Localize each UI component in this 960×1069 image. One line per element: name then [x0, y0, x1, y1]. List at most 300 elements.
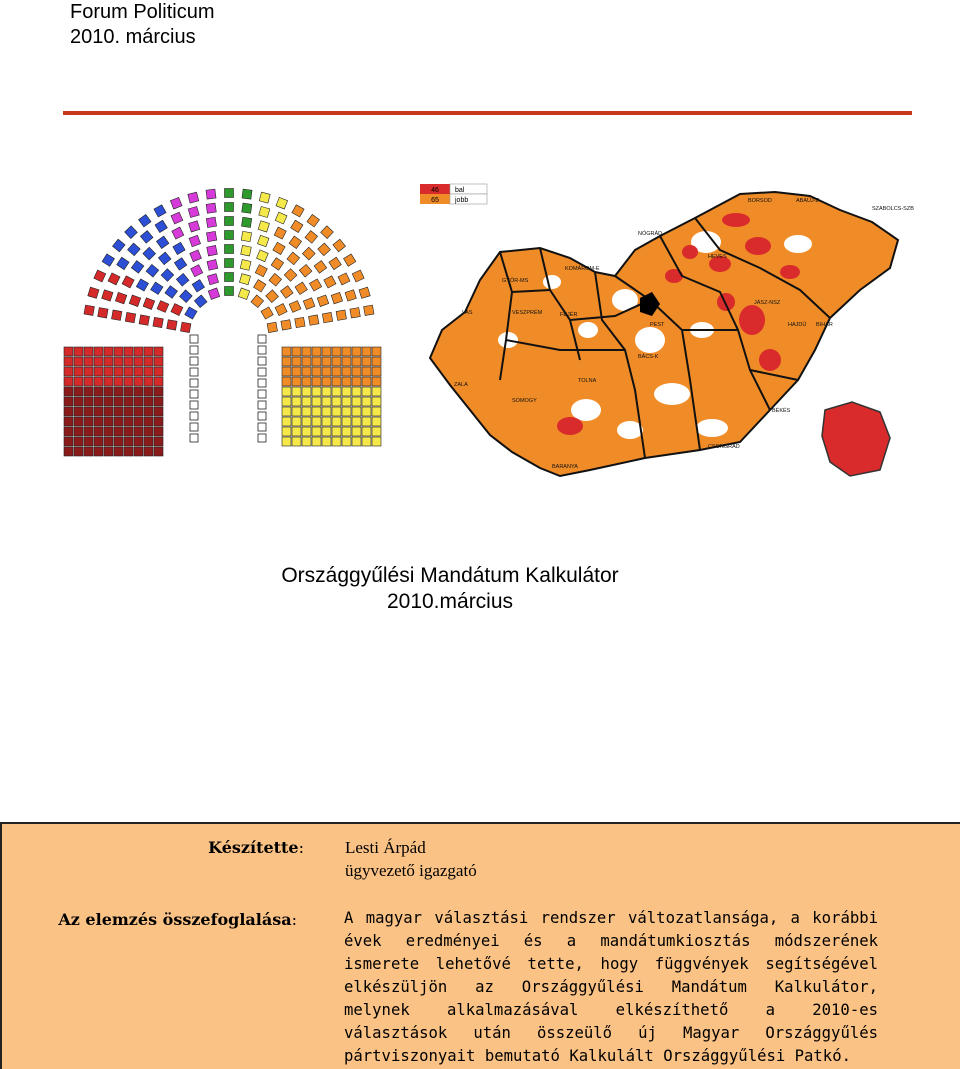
seat: [240, 259, 251, 270]
county-label: JÁSZ-NSZ: [754, 300, 781, 306]
seat: [114, 437, 123, 446]
seat: [342, 397, 351, 406]
seat: [94, 377, 103, 386]
seat: [332, 437, 341, 446]
county-label: BÁCS-K: [638, 354, 659, 360]
seat: [362, 377, 371, 386]
seat: [154, 427, 163, 436]
seat: [342, 377, 351, 386]
summary-label-colon: :: [291, 910, 297, 929]
map-district: [739, 305, 765, 335]
seat: [158, 252, 171, 265]
seat: [282, 407, 291, 416]
county-label: VESZPRÉM: [512, 310, 543, 316]
author-name: Lesti Árpád: [345, 838, 426, 857]
seat: [144, 357, 153, 366]
seat: [342, 347, 351, 356]
seat: [185, 307, 197, 319]
seat: [154, 205, 166, 217]
seat: [332, 407, 341, 416]
seat: [292, 357, 301, 366]
seat: [104, 437, 113, 446]
seat: [190, 335, 198, 343]
seat: [64, 427, 73, 436]
seat: [322, 357, 331, 366]
seat: [352, 437, 361, 446]
county-label: BORSOD: [748, 198, 772, 204]
seat: [266, 290, 279, 303]
seat: [114, 417, 123, 426]
seat: [352, 387, 361, 396]
seat: [292, 427, 301, 436]
seat: [225, 287, 234, 296]
seat: [342, 437, 351, 446]
seat: [225, 259, 234, 268]
seat: [258, 357, 266, 365]
seat: [309, 279, 321, 291]
seat: [114, 357, 123, 366]
seat: [171, 212, 183, 224]
seat: [64, 397, 73, 406]
map-district: [722, 213, 750, 227]
seat: [84, 305, 94, 315]
seat: [344, 254, 356, 266]
seat: [336, 310, 346, 320]
seat: [64, 347, 73, 356]
seat: [74, 397, 83, 406]
seat: [267, 322, 277, 332]
info-panel: [0, 822, 960, 1069]
seat: [124, 427, 133, 436]
capital-inset: [822, 402, 890, 476]
seat: [84, 417, 93, 426]
seat: [134, 417, 143, 426]
seat: [352, 367, 361, 376]
seat: [124, 377, 133, 386]
seat: [362, 417, 371, 426]
seat: [362, 437, 371, 446]
seat: [312, 427, 321, 436]
seat: [322, 437, 331, 446]
seat: [372, 407, 381, 416]
seat: [352, 407, 361, 416]
seat: [190, 357, 198, 365]
seat: [289, 301, 301, 313]
seat: [312, 407, 321, 416]
seat: [156, 236, 169, 249]
seat: [154, 417, 163, 426]
seat: [180, 290, 193, 303]
seat: [317, 295, 329, 307]
seat: [282, 387, 291, 396]
seat: [64, 387, 73, 396]
seat: [144, 437, 153, 446]
header-rule: [63, 111, 912, 115]
map-district: [784, 235, 812, 253]
seat: [104, 387, 113, 396]
legend-value-left: 46: [431, 187, 439, 194]
seat: [302, 347, 311, 356]
seat: [94, 387, 103, 396]
seat: [157, 301, 169, 313]
seat: [273, 242, 285, 254]
seat: [332, 357, 341, 366]
seat: [94, 367, 103, 376]
seat: [104, 397, 113, 406]
seat: [289, 236, 302, 249]
map-district: [571, 399, 601, 421]
seat: [241, 231, 251, 241]
seat: [124, 417, 133, 426]
seat: [258, 401, 266, 409]
seat: [321, 226, 334, 239]
seat: [258, 379, 266, 387]
seat: [302, 437, 311, 446]
seat: [139, 214, 152, 227]
seat: [124, 437, 133, 446]
seat: [104, 347, 113, 356]
seat: [165, 286, 178, 299]
seat: [174, 258, 187, 271]
county-label: GYŐR-MS: [502, 278, 529, 284]
seat: [372, 397, 381, 406]
seat: [134, 437, 143, 446]
seat: [345, 290, 356, 301]
seat: [352, 397, 361, 406]
seat: [302, 377, 311, 386]
seat: [84, 427, 93, 436]
seat: [112, 239, 125, 252]
seat: [312, 377, 321, 386]
seat: [292, 437, 301, 446]
seat: [104, 427, 113, 436]
seat: [190, 434, 198, 442]
seat: [352, 347, 361, 356]
seat: [125, 226, 138, 239]
seat: [332, 417, 341, 426]
map-district: [635, 327, 665, 353]
seat: [139, 315, 149, 325]
county-label: VAS: [462, 310, 473, 316]
seat: [94, 270, 106, 282]
seat: [282, 357, 291, 366]
seat: [134, 357, 143, 366]
author-label-text: Készítette: [208, 838, 299, 857]
seat: [253, 280, 265, 292]
seat: [352, 417, 361, 426]
seat: [154, 397, 163, 406]
seat: [295, 282, 307, 294]
title-line: Országgyűlési Mandátum Kalkulátor: [281, 564, 619, 587]
seat: [312, 357, 321, 366]
seat: [352, 427, 361, 436]
seat: [84, 437, 93, 446]
seat: [302, 427, 311, 436]
seat: [134, 407, 143, 416]
county-label: KOMÁROM-E: [565, 266, 600, 272]
seat: [225, 273, 234, 282]
county-label: BARANYA: [552, 464, 578, 470]
map-district: [557, 417, 583, 435]
seat: [352, 377, 361, 386]
seat: [104, 367, 113, 376]
seat: [352, 357, 361, 366]
seat: [372, 387, 381, 396]
seat: [332, 367, 341, 376]
seat: [144, 417, 153, 426]
seat: [322, 417, 331, 426]
seat: [362, 407, 371, 416]
seat: [292, 417, 301, 426]
seat: [271, 258, 284, 271]
seat: [342, 427, 351, 436]
seat: [331, 292, 342, 303]
seat: [84, 357, 93, 366]
publisher-name: Forum Politicum: [70, 1, 215, 23]
seat: [207, 245, 218, 256]
seat: [302, 407, 311, 416]
seat: [312, 367, 321, 376]
seat: [259, 206, 270, 217]
seat: [206, 189, 216, 199]
seat: [94, 447, 103, 456]
county-label: HEVES: [708, 254, 727, 260]
seat: [88, 287, 99, 298]
seat: [128, 243, 141, 256]
seat: [122, 276, 134, 288]
seat: [114, 397, 123, 406]
county-label: NÓGRÁD: [638, 231, 663, 237]
seat: [144, 377, 153, 386]
seat: [74, 387, 83, 396]
seat: [362, 427, 371, 436]
seat: [342, 367, 351, 376]
seat: [307, 214, 320, 227]
seat: [282, 397, 291, 406]
map-district: [745, 237, 771, 255]
seat: [143, 298, 155, 310]
seat: [190, 346, 198, 354]
seat: [292, 407, 301, 416]
seat: [332, 377, 341, 386]
seat: [104, 417, 113, 426]
county-label: FEJÉR: [560, 312, 578, 318]
seat: [364, 305, 374, 315]
seat: [275, 212, 287, 224]
seat: [225, 189, 234, 198]
seat: [154, 347, 163, 356]
seat: [144, 407, 153, 416]
seat: [64, 437, 73, 446]
seat: [114, 427, 123, 436]
county-label: PEST: [650, 322, 665, 328]
seat: [258, 221, 269, 232]
seat: [102, 254, 114, 266]
seat: [207, 259, 218, 270]
seat: [124, 367, 133, 376]
seat: [124, 447, 133, 456]
seat: [161, 269, 174, 282]
seat: [322, 407, 331, 416]
seat: [303, 298, 315, 310]
author-label-colon: :: [298, 838, 304, 857]
map-district: [696, 419, 728, 437]
seat: [136, 279, 148, 291]
seat: [144, 367, 153, 376]
county-label: HAJDÚ: [788, 322, 807, 328]
map-district: [543, 275, 561, 289]
seat: [94, 407, 103, 416]
seat: [372, 417, 381, 426]
seat: [190, 423, 198, 431]
seat: [124, 407, 133, 416]
seat: [84, 347, 93, 356]
seat: [74, 407, 83, 416]
seat: [74, 437, 83, 446]
seat: [176, 273, 189, 286]
seat: [190, 390, 198, 398]
seat: [124, 347, 133, 356]
seat: [312, 347, 321, 356]
seat: [154, 387, 163, 396]
seat: [64, 367, 73, 376]
seat: [206, 217, 216, 227]
seat: [206, 203, 216, 213]
seat: [192, 280, 204, 292]
seat: [281, 286, 294, 299]
seat: [312, 437, 321, 446]
seat: [258, 368, 266, 376]
seat: [302, 387, 311, 396]
seat: [342, 387, 351, 396]
seat: [143, 247, 156, 260]
seat: [372, 367, 381, 376]
seat: [154, 357, 163, 366]
seat: [64, 417, 73, 426]
seat: [362, 387, 371, 396]
seat: [144, 387, 153, 396]
seat: [98, 308, 108, 318]
seat: [282, 437, 291, 446]
seat: [258, 346, 266, 354]
seat: [94, 417, 103, 426]
seat: [140, 231, 153, 244]
seat: [299, 264, 312, 277]
seat: [74, 447, 83, 456]
seat: [190, 379, 198, 387]
seat: [239, 274, 250, 285]
seat: [322, 397, 331, 406]
hungary-district-map: [420, 180, 920, 480]
seat: [324, 276, 336, 288]
seat: [114, 387, 123, 396]
seat: [372, 357, 381, 366]
seat: [134, 377, 143, 386]
seat: [114, 347, 123, 356]
seat: [207, 274, 218, 285]
seat: [114, 447, 123, 456]
county-label: CSONGRÁD: [708, 444, 740, 450]
seat: [74, 377, 83, 386]
seat: [146, 264, 159, 277]
seat: [312, 387, 321, 396]
seat: [359, 287, 370, 298]
seat: [282, 367, 291, 376]
county-label: SZABOLCS-SZB: [872, 206, 914, 212]
seat: [225, 203, 234, 212]
seat: [125, 312, 135, 322]
seat: [124, 357, 133, 366]
map-district: [578, 322, 598, 338]
seat: [312, 397, 321, 406]
seat: [208, 288, 220, 300]
seat: [333, 239, 346, 252]
seat: [291, 220, 303, 232]
summary-text: A magyar választási rendszer változatlansága, a korábbi évek eredményei és a mandátumkiosztás módszerének ismerete lehetővé tette, hogy függvények segítségével elkészüljön az Országgyűlési Mandátum Kalkulátor, melynek alkalmazásával elkészíthető a 2010-es választások után összeülő új Magyar Országgyűlés pártviszonyait bemutató Kalkulált Országgyűlési Patkó.: [344, 909, 878, 1065]
seat: [115, 292, 126, 303]
seat: [154, 367, 163, 376]
seat: [190, 412, 198, 420]
seat: [64, 447, 73, 456]
document-title: [200, 563, 700, 615]
seat: [332, 427, 341, 436]
seat: [275, 304, 287, 316]
seat: [257, 235, 269, 247]
seat: [180, 322, 190, 332]
seat: [104, 447, 113, 456]
seat: [322, 367, 331, 376]
seat: [332, 387, 341, 396]
seat: [134, 387, 143, 396]
seat: [104, 377, 113, 386]
seat: [173, 242, 185, 254]
seat: [338, 273, 350, 285]
seat: [282, 417, 291, 426]
seat: [84, 397, 93, 406]
seat: [94, 347, 103, 356]
seat: [332, 397, 341, 406]
seat: [64, 407, 73, 416]
seat: [102, 290, 113, 301]
map-district: [682, 245, 698, 259]
seat: [191, 265, 203, 277]
seat: [144, 397, 153, 406]
seat: [312, 417, 321, 426]
county-label: SOMOGY: [512, 398, 537, 404]
seat: [129, 295, 141, 307]
seat: [190, 250, 202, 262]
seat: [295, 317, 305, 327]
summary-label-text: Az elemzés összefoglalása: [58, 910, 292, 929]
seat: [329, 257, 341, 269]
seat: [188, 206, 199, 217]
seat: [251, 295, 264, 308]
seat: [154, 437, 163, 446]
title-date: 2010.március: [386, 590, 514, 613]
seat: [154, 447, 163, 456]
seat: [322, 347, 331, 356]
map-district: [717, 293, 735, 311]
seat: [154, 377, 163, 386]
seat: [302, 417, 311, 426]
seat: [206, 231, 216, 241]
seat: [104, 357, 113, 366]
seat: [74, 347, 83, 356]
county-label: BÉKÉS: [772, 408, 791, 414]
seat: [259, 192, 270, 203]
seat: [261, 307, 273, 319]
seat: [94, 357, 103, 366]
